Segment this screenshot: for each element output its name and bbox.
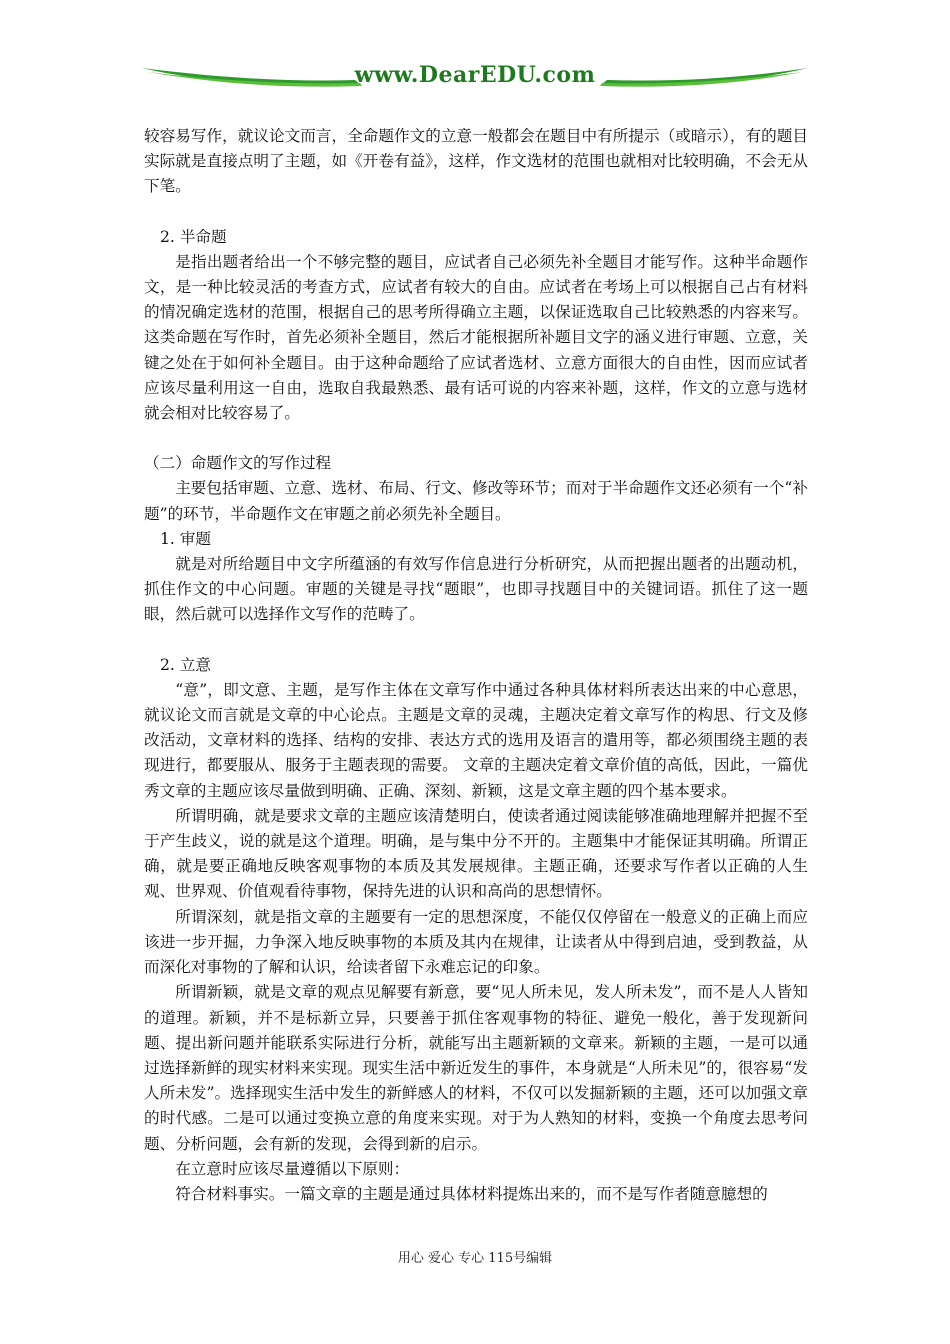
- page-footer: 用心 爱心 专心 115号编辑: [397, 1251, 553, 1266]
- section-heading: 1. 审题: [160, 529, 212, 548]
- paragraph: 在立意时应该尽量遵循以下原则：: [175, 1159, 410, 1178]
- paragraph: 是指出题者给出一个不够完整的题目，应试者自己必须先补全题目才能写作。这种半命题作文，是一种比较灵活的考查方式，应试者有较大的自由。应试者在考场上可以根据自己占有材料的情况确定选材的范围，根据自己的思考所得确立主题，以保证选取自己比较熟悉的内容来写。这类命题在写作时，首先必须补全题目，然后才能根据所补题目文字的涵义进行审题、立意，关键之处在于如何补全题目。由于这种命题给了应试者选材、立意方面很大的自由性，因而应试者应该尽量利用这一自由，选取自我最熟悉、最有话可说的内容来补题，这样，作文的立意与选材就会相对比较容易了。: [144, 252, 808, 423]
- section-heading: （二）命题作文的写作过程: [144, 454, 332, 473]
- paragraph: 就是对所给题目中文字所蕴涵的有效写作信息进行分析研究，从而把握出题者的出题动机，抓住作文的中心问题。审题的关键是寻找“题眼”，也即寻找题目中的关键词语。抓住了这一题眼，然后就可以选择作文写作的范畴了。: [144, 555, 808, 624]
- document-body: [144, 124, 808, 1207]
- site-url: www.DearEDU.com: [354, 62, 596, 88]
- paragraph: 符合材料事实。一篇文章的主题是通过具体材料提炼出来的，而不是写作者随意臆想的: [175, 1184, 768, 1203]
- section-heading: 2. 半命题: [160, 227, 227, 246]
- page-header: [140, 60, 810, 96]
- paragraph: 所谓新颖，就是文章的观点见解要有新意，要“见人所未见，发人所未发”，而不是人人皆知的道理。新颖，并不是标新立异，只要善于抓住客观事物的特征、避免一般化，善于发现新问题、提出新问题并能联系实际进行分析，就能写出主题新颖的文章来。新颖的主题，一是可以通过选择新鲜的现实材料来实现。现实生活中新近发生的事件，本身就是“人所未见”的，很容易“发人所未发”。选择现实生活中发生的新鲜感人的材料，不仅可以发掘新颖的主题，还可以加强文章的时代感。二是可以通过变换立意的角度来实现。对于为人熟知的材料，变换一个角度去思考问题、分析问题，会有新的发现，会得到新的启示。: [144, 983, 808, 1153]
- paragraph: 主要包括审题、立意、选材、布局、行文、修改等环节；而对于半命题作文还必须有一个“补题”的环节，半命题作文在审题之前必须先补全题目。: [144, 479, 808, 523]
- paragraph: “意”，即文意、主题，是写作主体在文章写作中通过各种具体材料所表达出来的中心意思，就议论文而言就是文章的中心论点。主题是文章的灵魂，主题决定着文章写作的构思、行文及修改活动，文章材料的选择、结构的安排、表达方式的选用及语言的遣用等，都必须围绕主题的表现进行，都要服从、服务于主题表现的需要。 文章的主题决定着文章价值的高低，因此，一篇优秀文章的主题应该尽量做到明确、正确、深刻、新颖，这是文章主题的四个基本要求。: [144, 680, 808, 800]
- section-heading: 2. 立意: [160, 655, 212, 674]
- paragraph: 所谓深刻，就是指文章的主题要有一定的思想深度，不能仅仅停留在一般意义的正确上而应该进一步开掘，力争深入地反映事物的本质及其内在规律，让读者从中得到启迪，受到教益，从而深化对事物的了解和认识，给读者留下永难忘记的印象。: [144, 907, 808, 977]
- paragraph: 较容易写作，就议论文而言，全命题作文的立意一般都会在题目中有所提示（或暗示），有的题目实际就是直接点明了主题，如《开卷有益》，这样，作文选材的范围也就相对比较明确，不会无从下笔。: [144, 127, 808, 196]
- paragraph: 所谓明确，就是要求文章的主题应该清楚明白，使读者通过阅读能够准确地理解并把握不至于产生歧义，说的就是这个道理。明确，是与集中分不开的。主题集中才能保证其明确。所谓正确，就是要正确地反映客观事物的本质及其发展规律。主题正确，还要求写作者以正确的人生观、世界观、价值观看待事物，保持先进的认识和高尚的思想情怀。: [144, 806, 808, 901]
